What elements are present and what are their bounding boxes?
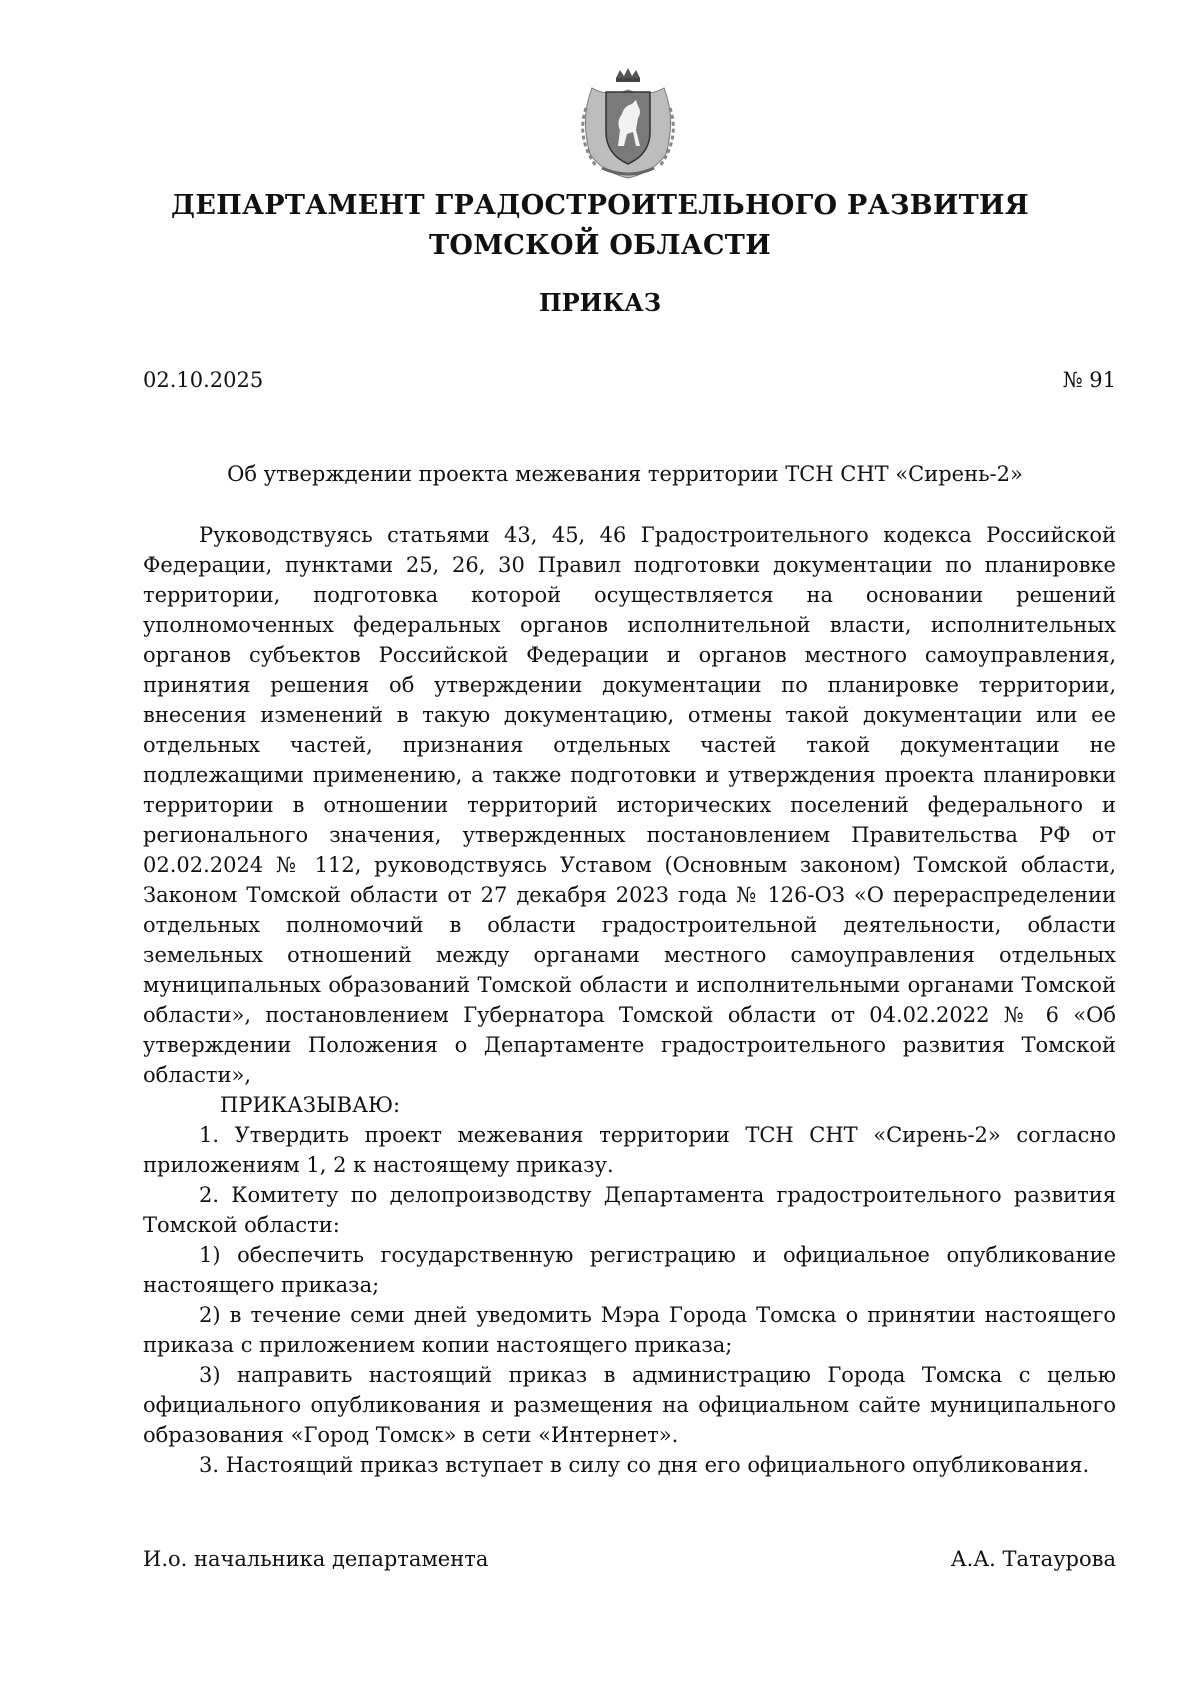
order-item-2: 2. Комитету по делопроизводству Департамента градостроительного развития Томской области: [143,1183,1116,1237]
org-name-line1: ДЕПАРТАМЕНТ ГРАДОСТРОИТЕЛЬНОГО РАЗВИТИЯ [171,190,1029,221]
org-name-line2: ТОМСКОЙ ОБЛАСТИ [428,230,772,261]
order-item-3: 3. Настоящий приказ вступает в силу со дня его официального опубликования. [199,1453,1090,1477]
document-number: № 91 [1062,368,1116,392]
signatory-name: А.А. Татаурова [950,1547,1116,1571]
order-item-1: 1. Утвердить проект межевания территории ТСН СНТ «Сирень-2» согласно приложениям 1, 2 к настоящему приказу. [143,1123,1116,1177]
decree-word: ПРИКАЗЫВАЮ: [220,1093,401,1117]
document-type: ПРИКАЗ [538,288,662,317]
order-subitem-2-1: 1) обеспечить государственную регистрацию и официальное опубликование настоящего приказа; [143,1243,1116,1297]
signatory-position: И.о. начальника департамента [143,1547,489,1571]
order-subitem-2-2: 2) в течение семи дней уведомить Мэра Города Томска о принятии настоящего приказа с приложением копии настоящего приказа; [143,1303,1116,1357]
document-date: 02.10.2025 [143,368,264,392]
preamble-paragraph: Руководствуясь статьями 43, 45, 46 Градостроительного кодекса Российской Федерации, пунктами 25, 26, 30 Правил подготовки документации по планировке территории, подготовка которой осуществляется на основании решений уполномоченных федеральных органов исполнительной власти, исполнительных органов субъектов Российской Федерации и органов местного самоуправления, принятия решения об утверждении документации по планировке территории, внесения изменений в такую документацию, отмены такой документации или ее отдельных частей, признания отдельных частей такой документации не подлежащими применению, а также подготовки и утверждения проекта планировки территории в отношении территорий исторических поселений федерального и регионального значения, утвержденных постановлением Правительства РФ от 02.02.2024 № 112, руководствуясь Уставом (Основным законом) Томской области, Законом Томской области от 27 декабря 2023 года № 126-ОЗ «О перераспределении отдельных полномочий в области градостроительной деятельности, области земельных отношений между органами местного самоуправления отдельных муниципальных образований Томской области и исполнительными органами Томской области», постановлением Губернатора Томской области от 04.02.2022 № 6 «Об утверждении Положения о Департаменте градостроительного развития Томской области», [143,523,1116,1087]
document-body [143,520,1116,1480]
order-subitem-2-3: 3) направить настоящий приказ в администрацию Города Томска с целью официального опубликования и размещения на официальном сайте муниципального образования «Город Томск» в сети «Интернет». [143,1363,1116,1447]
coat-of-arms-icon [572,68,684,180]
document-subject: Об утверждении проекта межевания территории ТСН СНТ «Сирень-2» [227,462,1023,486]
